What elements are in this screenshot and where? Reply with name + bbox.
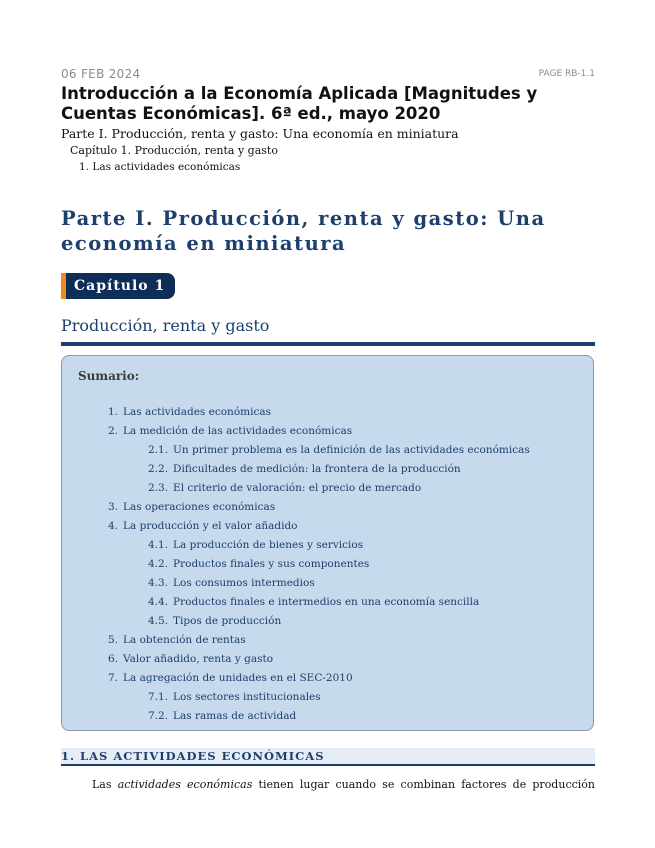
chapter-badge: Capítulo 1 xyxy=(61,273,175,299)
document-date: 06 FEB 2024 xyxy=(61,67,141,81)
toc-item[interactable] xyxy=(148,557,369,571)
toc-item-label: La producción y el valor añadido xyxy=(123,520,298,532)
toc-item-label: La producción de bienes y servicios xyxy=(173,539,364,551)
toc-item-number: 1. xyxy=(108,406,119,418)
toc-item[interactable] xyxy=(108,424,352,438)
summary-heading: Sumario: xyxy=(78,369,140,383)
toc-item[interactable] xyxy=(148,462,461,476)
toc-item-label: La obtención de rentas xyxy=(123,634,246,646)
book-title: Introducción a la Economía Aplicada [Magnitudes y Cuentas Económicas]. 6ª ed., mayo 2020 xyxy=(61,84,538,123)
toc-item[interactable] xyxy=(148,595,479,609)
toc-item-label: Productos finales y sus componentes xyxy=(173,558,370,570)
toc-item[interactable] xyxy=(108,633,246,647)
toc-item[interactable] xyxy=(148,481,421,495)
page-reference: PAGE RB-1.1 xyxy=(538,69,595,79)
toc-item[interactable] xyxy=(148,709,296,723)
toc-item-label: La medición de las actividades económicas xyxy=(123,425,353,437)
toc-item[interactable] xyxy=(108,405,271,419)
toc-item-number: 7.1. xyxy=(148,691,169,703)
toc-item-label: Las operaciones económicas xyxy=(123,501,276,513)
paragraph-text-rest: tienen lugar cuando se combinan factores de producción xyxy=(252,778,595,791)
chapter-title: Producción, renta y gasto xyxy=(61,316,270,335)
toc-item-label: Valor añadido, renta y gasto xyxy=(123,653,274,665)
body-paragraph xyxy=(61,777,595,792)
toc-item-number: 2.3. xyxy=(148,482,169,494)
part-title: Parte I. Producción, renta y gasto: Una economía en miniatura xyxy=(61,207,546,255)
toc-item[interactable] xyxy=(108,519,298,533)
toc-item-number: 5. xyxy=(108,634,119,646)
toc-item[interactable] xyxy=(108,500,275,514)
toc-item-label: El criterio de valoración: el precio de mercado xyxy=(173,482,422,494)
breadcrumb-part: Parte I. Producción, renta y gasto: Una economía en miniatura xyxy=(61,126,459,141)
toc-item-label: Las actividades económicas xyxy=(123,406,271,418)
toc-item-label: Las ramas de actividad xyxy=(173,710,297,722)
toc-item-number: 2. xyxy=(108,425,119,437)
toc-item-number: 4.3. xyxy=(148,577,169,589)
toc-item[interactable] xyxy=(148,443,530,457)
toc-item-number: 4.5. xyxy=(148,615,169,627)
toc-item-number: 4. xyxy=(108,520,119,532)
breadcrumb-section: 1. Las actividades económicas xyxy=(79,161,241,173)
toc-item-label: Productos finales e intermedios en una economía sencilla xyxy=(173,596,480,608)
chapter-divider xyxy=(61,342,595,346)
toc-item-number: 7.2. xyxy=(148,710,169,722)
toc-item-number: 6. xyxy=(108,653,119,665)
paragraph-text-start: Las xyxy=(92,778,118,791)
toc-item-number: 2.1. xyxy=(148,444,169,456)
toc-item-number: 3. xyxy=(108,501,119,513)
toc-item-number: 4.1. xyxy=(148,539,169,551)
toc-item[interactable] xyxy=(148,690,321,704)
toc-item-number: 2.2. xyxy=(148,463,169,475)
section-heading-bar xyxy=(61,748,595,766)
breadcrumb-chapter: Capítulo 1. Producción, renta y gasto xyxy=(70,144,278,157)
toc-item[interactable] xyxy=(108,671,353,685)
toc-item-number: 4.2. xyxy=(148,558,169,570)
toc-item[interactable] xyxy=(108,652,273,666)
toc-item-label: Los sectores institucionales xyxy=(173,691,321,703)
toc-item-label: Tipos de producción xyxy=(173,615,282,627)
toc-item-label: Un primer problema es la definición de las actividades económicas xyxy=(173,444,530,456)
toc-item-label: La agregación de unidades en el SEC-2010 xyxy=(123,672,353,684)
section-heading: 1. LAS ACTIVIDADES ECONÓMICAS xyxy=(61,749,325,763)
toc-item-number: 4.4. xyxy=(148,596,169,608)
toc-item-label: Los consumos intermedios xyxy=(173,577,315,589)
toc-item[interactable] xyxy=(148,538,363,552)
toc-item-number: 7. xyxy=(108,672,119,684)
toc-item-label: Dificultades de medición: la frontera de la producción xyxy=(173,463,461,475)
toc-item[interactable] xyxy=(148,614,281,628)
paragraph-emphasis: actividades económicas xyxy=(117,778,253,791)
toc-item[interactable] xyxy=(148,576,315,590)
